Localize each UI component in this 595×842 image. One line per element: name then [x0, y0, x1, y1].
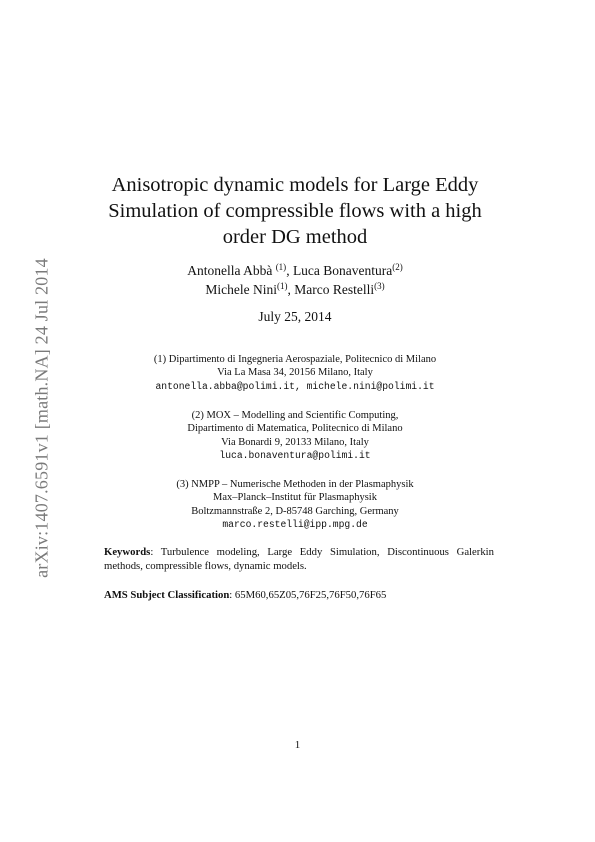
author-name: Michele Nini [205, 282, 277, 297]
email-line[interactable]: luca.bonaventura@polimi.it [219, 449, 371, 461]
author-separator: , [287, 282, 295, 297]
affiliation-line: (1) Dipartimento di Ingegneria Aerospaziale, Politecnico di Milano [153, 354, 437, 365]
arxiv-side-stamp [20, 238, 64, 598]
affiliation-block [90, 353, 500, 393]
author-list [90, 261, 500, 299]
ams-text: : 65M60,65Z05,76F25,76F50,76F65 [229, 589, 387, 601]
email-line[interactable]: marco.restelli@ipp.mpg.de [222, 518, 368, 530]
keywords-label: Keywords [104, 546, 151, 558]
arxiv-identifier: arXiv:1407.6591v1 [math.NA] 24 Jul 2014 [31, 258, 52, 578]
email-line[interactable]: antonella.abba@polimi.it, michele.nini@polimi.it [155, 380, 435, 392]
paper-date: July 25, 2014 [258, 309, 332, 324]
affiliation-block [90, 478, 500, 531]
affiliation-line: Dipartimento di Matematica, Politecnico di Milano [187, 423, 403, 435]
author-name: Luca Bonaventura [292, 263, 393, 278]
author-line [90, 261, 500, 280]
affiliation-line: Via Bonardi 9, 20133 Milano, Italy [221, 436, 369, 448]
title-line: Anisotropic dynamic models for Large Eddy [111, 174, 479, 196]
affiliation-line: Via La Masa 34, 20156 Milano, Italy [217, 367, 373, 379]
ams-classification [104, 588, 494, 602]
author-separator: , [286, 263, 293, 278]
affiliation-mark: (1) [277, 281, 288, 291]
ams-label: AMS Subject Classification [104, 589, 230, 601]
affiliation-mark: (2) [392, 262, 403, 272]
paper-title [90, 172, 500, 250]
page-number: 1 [294, 739, 301, 751]
affiliation-line: Max–Planck–Institut für Plasmaphysik [213, 492, 377, 504]
affiliation-line: (3) NMPP – Numerische Methoden in der Plasmaphysik [176, 479, 414, 490]
affiliation-block [90, 409, 500, 462]
keywords-text: : Turbulence modeling, Large Eddy Simulation, Discontinuous Galerkin methods, compressible flows, dynamic models. [104, 546, 494, 572]
affiliation-line: Boltzmannstraße 2, D-85748 Garching, Germany [191, 505, 399, 517]
author-name: Marco Restelli [294, 282, 375, 297]
title-line: order DG method [222, 226, 368, 248]
author-line [90, 280, 500, 299]
title-line: Simulation of compressible flows with a high [108, 200, 482, 222]
affiliation-mark: (3) [374, 281, 385, 291]
affiliation-line: (2) MOX – Modelling and Scientific Computing, [191, 410, 399, 421]
author-name: Antonella Abbà [187, 263, 273, 278]
affiliation-mark: (1) [275, 262, 287, 272]
keywords-paragraph [104, 545, 494, 573]
